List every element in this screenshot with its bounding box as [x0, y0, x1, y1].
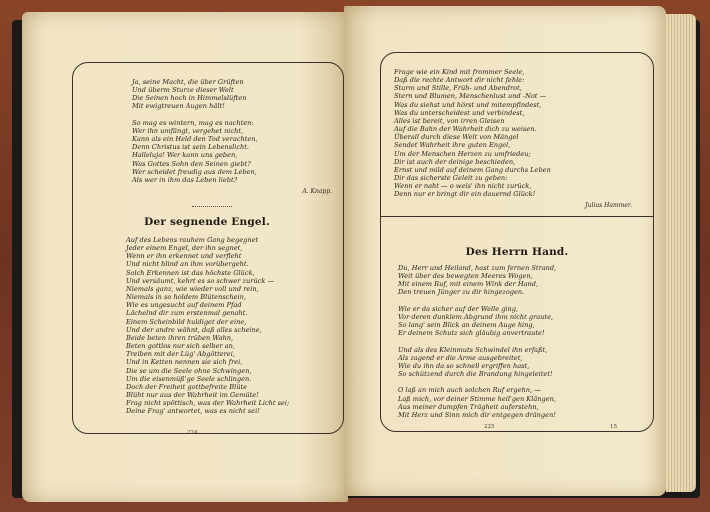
verse-line: Denn Christus ist sein Lebenslicht.	[132, 143, 250, 152]
verse-line: Die Seinen hoch in Himmelslüften	[132, 94, 247, 103]
left-page	[22, 12, 348, 502]
verse-line	[398, 297, 556, 305]
verse-line: Aus meiner dumpfen Trägheit auferstehn,	[398, 402, 539, 411]
verse-line: Beten gottlos nur sich selber an,	[126, 342, 235, 351]
verse-line: Auf des Lebens rauhem Gang begegnet	[126, 236, 259, 244]
verse-line: Wenn er naht — o weis' ihn nicht zurück,	[394, 182, 532, 191]
ornament-divider	[192, 206, 232, 210]
verse-line: Auf die Bahn der Wahrheit dich zu weisen.	[394, 125, 537, 134]
verse-line: Wie es ungesucht auf deinem Pfad	[126, 301, 242, 310]
verse-line: Und der andre wähnt, daß alles scheine,	[126, 325, 262, 334]
verse-line: Die se um die Seele ohne Schwingen,	[126, 366, 252, 375]
verse-line: Alles ist bereit, von irren Gleisen	[394, 116, 505, 125]
verse-line: Ja, seine Macht, die über Grüften	[132, 78, 244, 86]
section-rule	[380, 216, 654, 217]
verse-line: Als wer in ihm das Leben liebt?	[132, 175, 238, 184]
verse-line: Und überm Sturze dieser Welt	[132, 86, 234, 95]
verse-line: Mit Herz und Sinn mich dir entgegen drängen!	[398, 410, 556, 419]
verse-line: Treiben mit der Lüg' Abgötterei,	[126, 350, 235, 359]
verse-line: Vor deren dunklem Abgrund ihm nicht graute,	[398, 312, 554, 321]
verse-line: Was du unterscheidest und verbindest,	[394, 108, 525, 117]
verse-line: Lächelnd dir zum erstenmal genaht.	[126, 309, 248, 318]
page-number-right: 225	[484, 424, 495, 430]
verse-line	[398, 378, 556, 386]
verse-line: Wer scheidet freudig aus dem Leben,	[132, 167, 257, 176]
signature-mark: 15	[610, 424, 617, 430]
verse-line: Er deinem Schutz sich gläubig anvertraute!	[398, 329, 545, 338]
verse-line: Um der Menschen Herzen zu umfriedeu;	[394, 149, 531, 158]
verse-line: So lang' sein Blick an deinem Auge hing,	[398, 321, 535, 330]
left-poem2-title: Der segnende Engel.	[144, 216, 270, 228]
verse-line: Deine Frag' antwortet, was es nicht sei!	[126, 407, 260, 416]
verse-line: Und in Ketten nennen sie sich frei,	[126, 358, 243, 367]
right-poem1-author: Julius Hammer.	[585, 202, 632, 209]
verse-line: Jeder einem Engel, der ihn segnet,	[126, 244, 243, 253]
right-poem1-verse	[394, 68, 551, 199]
verse-line: Wie du ihn da so schnell ergriffen hast,	[398, 361, 530, 370]
verse-line: Was du siehst und hörst und mitempfindest,	[394, 100, 542, 109]
verse-line: O laß an mich auch solchen Ruf ergehn, —	[398, 386, 541, 395]
verse-line: Um die eisenmüß'ge Seele schlingen.	[126, 374, 252, 383]
verse-line: Weit über des bewegten Meeres Wogen,	[398, 272, 533, 281]
left-poem1-verse	[132, 78, 258, 184]
verse-line: So schützend durch die Brandung hingeleitet!	[398, 370, 553, 379]
verse-line: Frag nicht spöttisch, was der Wahrheit Licht sei;	[126, 399, 290, 408]
verse-line: Als zagend er die Arme ausgebreitet,	[398, 353, 523, 362]
right-poem2-verse	[398, 264, 556, 419]
verse-line: Blüht nur aus der Wahrheit im Gemüte!	[126, 390, 259, 399]
verse-line: Und als des Kleinmuts Schwindel ihn erfaßt,	[398, 345, 548, 354]
verse-line: Niemals ganz, wie wieder voll und rein,	[126, 284, 259, 293]
verse-line: Niemals in so holdem Blütenschein,	[126, 293, 246, 302]
right-page	[344, 6, 666, 496]
right-poem2-title: Des Herrn Hand.	[465, 246, 569, 258]
verse-line: Frage wie ein Kind mit frommer Seele,	[394, 68, 525, 76]
verse-line: Was Gottes Sohn den Seinen giebt?	[132, 159, 251, 168]
verse-line: Mit einem Ruf, mit einem Wink der Hand,	[398, 280, 539, 289]
left-poem1-author: A. Knapp.	[302, 188, 332, 195]
verse-line: Einem Scheinbild huldiget der eine,	[126, 317, 247, 326]
verse-line: Wie er da sicher auf der Welle ging,	[398, 304, 519, 313]
verse-line: Dir ist auch der deinige beschieden,	[394, 157, 516, 166]
verse-line: Den treuen Jünger zu dir hingezogen.	[398, 288, 525, 297]
page-number-left: 224	[187, 430, 198, 436]
verse-line: Wer ihn umfängt, vergehet nicht,	[132, 126, 244, 135]
verse-line: Halleluja! Wer kann uns geben,	[132, 151, 238, 160]
verse-line: Denn nur er bringt dir ein dauernd Glück!	[394, 190, 536, 199]
verse-line: Stern und Blumen, Menschenlust und -Not —	[394, 92, 547, 101]
verse-line: Sendet Wahrheit ihre guten Engel,	[394, 141, 511, 150]
verse-line: Überall durch diese Welt von Mängel	[394, 133, 519, 142]
verse-line: Und nicht blind an ihm vorübergeht.	[126, 260, 249, 269]
verse-line: Sturm und Stille, Früh- und Abendrot,	[394, 84, 522, 93]
verse-line: So mag es wintern, mag es nachten:	[132, 118, 254, 127]
verse-line: Solch Erkennen ist das höchste Glück,	[126, 268, 255, 277]
verse-line: Dir das sicherste Geleit zu geben:	[394, 174, 508, 183]
verse-line: Du, Herr und Heiland, hast zum fernen Strand,	[398, 264, 557, 272]
verse-line: Doch der Freiheit gottbefreite Blüte	[126, 382, 248, 391]
left-poem2-verse	[126, 236, 289, 415]
verse-line: Mit ewigtreuen Augen hält!	[132, 102, 225, 111]
verse-line: Laß mich, vor deiner Stimme heil'gen Klängen,	[398, 394, 556, 403]
verse-line: Ernst und mild auf deinem Gang durchs Leben	[394, 165, 551, 174]
page-edges	[666, 14, 696, 492]
verse-line: Kann als ein Held den Tod verachten,	[132, 135, 258, 144]
verse-line: Wenn er ihn erkennet und verfleht	[126, 252, 242, 261]
verse-line	[132, 111, 258, 119]
verse-line: Daß die rechte Antwort dir nicht fehle:	[394, 76, 525, 85]
verse-line: Und versäumt, kehrt es so schwer zurück —	[126, 276, 275, 285]
verse-line	[398, 337, 556, 345]
verse-line: Beide beten ihren trüben Wahn,	[126, 333, 234, 342]
